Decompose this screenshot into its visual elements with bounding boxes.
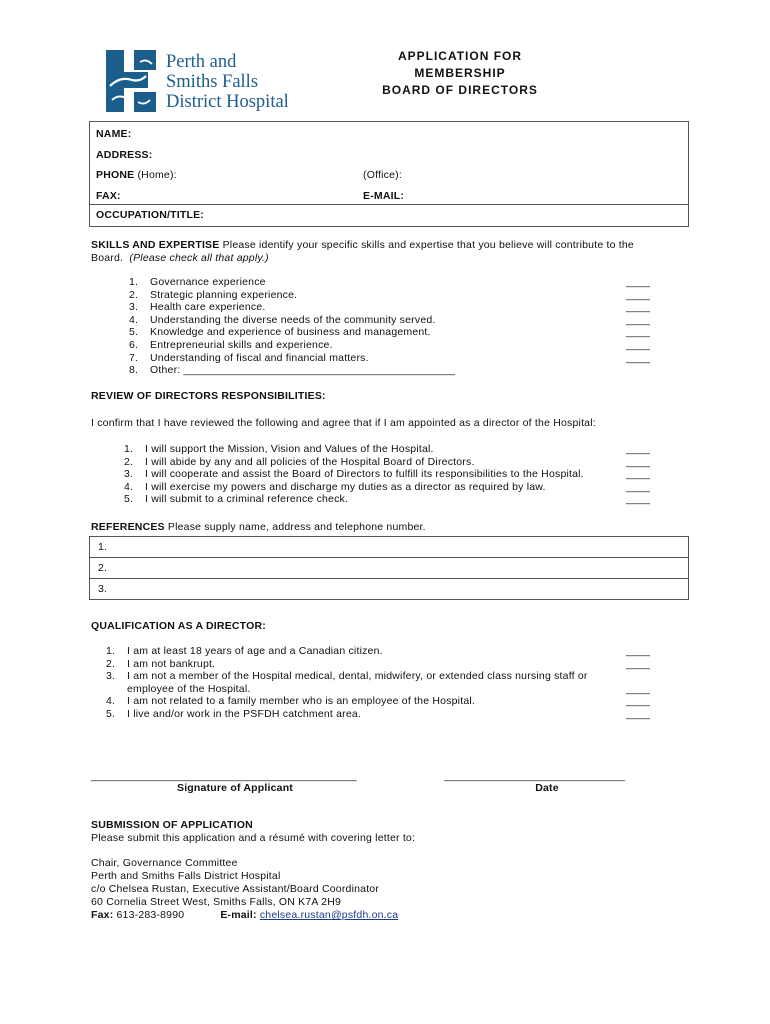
name-field[interactable]: [136, 126, 676, 140]
check-blank[interactable]: ____: [626, 301, 651, 314]
item-text: I am at least 18 years of age and a Canadian citizen.: [127, 645, 383, 657]
submission-intro: Please submit this application and a résumé with covering letter to:: [91, 832, 416, 844]
list-item: [106, 645, 654, 658]
title-line-2: MEMBERSHIP: [414, 66, 506, 80]
qualification-list: [106, 645, 654, 721]
item-number: 5.: [106, 707, 116, 720]
org-line-2: Smiths Falls: [166, 72, 259, 92]
list-item: [130, 326, 654, 339]
occupation-label: OCCUPATION/TITLE:: [96, 209, 205, 221]
list-item: [130, 289, 654, 302]
skills-intro-line-1: Please identify your specific skills and expertise that you believe will contribute to the: [219, 239, 634, 251]
email-contact-label: E-mail:: [220, 909, 257, 921]
address-line-3: c/o Chelsea Rustan, Executive Assistant/Board Coordinator: [91, 883, 380, 895]
item-number: 2.: [106, 657, 116, 670]
item-number: 1.: [124, 443, 134, 455]
list-item: [124, 468, 654, 481]
email-field[interactable]: [410, 188, 676, 202]
item-text: Strategic planning experience.: [150, 288, 298, 301]
org-line-3: District Hospital: [166, 92, 289, 112]
reference-number: 3.: [98, 583, 108, 595]
item-text: Understanding the diverse needs of the community served.: [150, 313, 436, 326]
title-line-1: APPLICATION FOR: [397, 49, 523, 63]
name-label: NAME:: [96, 128, 132, 140]
phone-home-field[interactable]: [194, 167, 354, 181]
check-blank[interactable]: ____: [626, 455, 651, 468]
item-number: 3.: [124, 468, 134, 481]
item-number: 5.: [129, 326, 139, 339]
email-label: E-MAIL:: [363, 190, 405, 202]
list-item: [130, 352, 654, 365]
reference-row[interactable]: [90, 579, 688, 599]
phone-office-label: (Office):: [363, 169, 402, 181]
list-item: [106, 683, 654, 696]
list-item: [106, 670, 654, 683]
phone-home-label: (Home):: [137, 169, 177, 181]
address-line-4: 60 Cornelia Street West, Smiths Falls, ON K7A 2H9: [91, 896, 342, 908]
skills-intro-line-2a: Board.: [91, 252, 124, 264]
item-number: 1.: [106, 645, 116, 657]
title-line-3: BOARD OF DIRECTORS: [382, 83, 538, 97]
check-blank[interactable]: ____: [626, 468, 651, 481]
fax-contact-value: 613-283-8990: [113, 909, 185, 921]
occupation-field[interactable]: [220, 207, 676, 221]
item-number: 2.: [129, 288, 139, 301]
list-item: [130, 301, 654, 314]
item-text: Health care experience.: [150, 301, 266, 314]
applicant-info-box: [89, 121, 689, 227]
list-item: [124, 481, 654, 494]
signature-label: Signature of Applicant: [176, 782, 293, 794]
item-number: 6.: [129, 338, 139, 351]
email-link[interactable]: chelsea.rustan@psfdh.on.ca: [259, 909, 399, 921]
item-text-other[interactable]: Other: _____________________________________________: [150, 364, 456, 377]
item-text: I am not a member of the Hospital medical, dental, midwifery, or extended class nursing staff or: [127, 670, 588, 683]
reference-number: 2.: [98, 562, 108, 574]
item-number: 5.: [124, 493, 134, 506]
item-number: 3.: [106, 670, 116, 683]
item-text: I will abide by any and all policies of the Hospital Board of Directors.: [145, 455, 475, 468]
references-box: [89, 536, 689, 600]
item-text: I live and/or work in the PSFDH catchment area.: [127, 707, 362, 720]
item-text: Governance experience: [150, 276, 266, 288]
address-line-2: Perth and Smiths Falls District Hospital: [91, 870, 281, 882]
fax-label: FAX:: [96, 190, 121, 202]
address-label: ADDRESS:: [96, 149, 153, 161]
hospital-name: [166, 52, 289, 112]
review-list: [124, 443, 654, 506]
reference-number: 1.: [98, 541, 108, 553]
contact-line: [91, 909, 415, 922]
item-number: 3.: [129, 301, 139, 314]
list-item: [124, 443, 654, 456]
check-blank[interactable]: ____: [626, 682, 651, 695]
phone-label: PHONE: [96, 169, 135, 181]
check-blank[interactable]: ____: [626, 288, 651, 301]
list-item: [130, 314, 654, 327]
check-blank[interactable]: ____: [626, 645, 651, 657]
list-item: [106, 708, 654, 721]
phone-office-field[interactable]: [410, 167, 676, 181]
reference-row[interactable]: [90, 558, 688, 579]
check-blank[interactable]: ____: [626, 707, 651, 720]
logo-mark-icon: [104, 48, 166, 114]
references-heading: REFERENCES: [91, 521, 165, 533]
item-text: Understanding of fiscal and financial matters.: [150, 351, 369, 364]
date-line[interactable]: ______________________________: [444, 770, 626, 782]
address-line-1: Chair, Governance Committee: [91, 857, 238, 869]
check-blank[interactable]: ____: [626, 313, 651, 326]
skills-list: [130, 276, 654, 377]
fax-field[interactable]: [126, 188, 354, 202]
skills-heading: SKILLS AND EXPERTISE: [91, 239, 220, 251]
phone-home-row: [96, 169, 177, 181]
item-number: 2.: [124, 455, 134, 468]
item-text: I am not bankrupt.: [127, 657, 216, 670]
item-text: I will support the Mission, Vision and Values of the Hospital.: [145, 443, 434, 455]
check-blank[interactable]: ____: [626, 443, 651, 455]
item-number: 7.: [129, 351, 139, 364]
item-text: Knowledge and experience of business and management.: [150, 326, 431, 339]
item-number: 4.: [106, 695, 116, 708]
review-heading: REVIEW OF DIRECTORS RESPONSIBILITIES:: [91, 390, 326, 402]
check-blank[interactable]: ____: [626, 351, 651, 364]
list-item: [106, 658, 654, 671]
org-line-1: Perth and: [166, 52, 237, 72]
list-item: [130, 276, 654, 289]
item-text: I will cooperate and assist the Board of Directors to fulfill its responsibilities to the Hospital.: [145, 468, 584, 481]
item-text: I will exercise my powers and discharge my duties as a director as required by law.: [145, 480, 546, 493]
list-item: [124, 456, 654, 469]
check-blank[interactable]: ____: [626, 338, 651, 351]
references-intro-text: Please supply name, address and telephone number.: [164, 521, 426, 533]
qualification-heading: QUALIFICATION AS A DIRECTOR:: [91, 620, 266, 632]
list-item: [106, 695, 654, 708]
item-text: employee of the Hospital.: [127, 682, 251, 695]
item-text: Entrepreneurial skills and experience.: [150, 338, 333, 351]
list-item: [130, 364, 654, 377]
reference-row[interactable]: [90, 537, 688, 558]
item-number: 8.: [129, 364, 139, 377]
date-label: Date: [535, 782, 559, 794]
list-item: [130, 339, 654, 352]
address-field[interactable]: [156, 147, 676, 161]
check-blank[interactable]: ____: [626, 695, 651, 708]
skills-intro-line-2b: (Please check all that apply.): [129, 252, 269, 264]
page-title: [360, 48, 560, 99]
check-blank[interactable]: ____: [626, 493, 651, 506]
signature-line[interactable]: ____________________________________________: [91, 770, 357, 782]
check-blank[interactable]: ____: [626, 657, 651, 670]
review-intro: I confirm that I have reviewed the following and agree that if I am appointed as a director of the Hospital:: [91, 417, 596, 429]
fax-contact-label: Fax:: [91, 909, 114, 921]
item-number: 4.: [124, 480, 134, 493]
item-text: I am not related to a family member who is an employee of the Hospital.: [127, 695, 476, 708]
check-blank[interactable]: ____: [626, 326, 651, 339]
list-item: [124, 493, 654, 506]
divider: [90, 204, 688, 205]
references-intro: [91, 521, 426, 533]
submission-heading: SUBMISSION OF APPLICATION: [91, 819, 253, 831]
check-blank[interactable]: ____: [626, 276, 651, 288]
item-number: 4.: [129, 313, 139, 326]
item-text: I will submit to a criminal reference check.: [145, 493, 349, 506]
submission-section: [91, 819, 415, 922]
item-number: 1.: [129, 276, 139, 288]
skills-intro: [91, 239, 681, 265]
check-blank[interactable]: ____: [626, 480, 651, 493]
